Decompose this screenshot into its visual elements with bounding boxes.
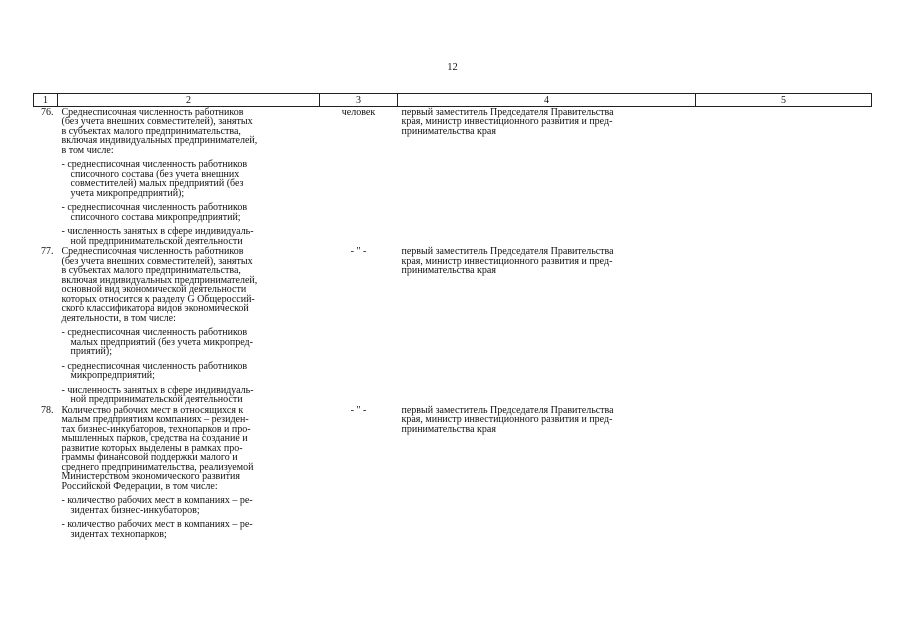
responsible-text-line: принимательства края (401, 265, 496, 276)
header-col-3: 3 (320, 94, 398, 107)
sub-indicator (62, 328, 316, 357)
note-cell (696, 247, 872, 405)
indicator-text-line: граммы финансовой поддержки малого и (61, 452, 238, 463)
row-number: 78. (41, 404, 54, 416)
sub-indicator-text-line: микропредприятий; (70, 370, 155, 381)
table-row (34, 247, 872, 405)
responsible-text-line: первый заместитель Председателя Правительства (401, 106, 614, 118)
indicator-text-line: ского классификатора видов экономической (61, 303, 249, 314)
sub-indicator-text-line: - количество рабочих мест в компаниях – ре- (61, 519, 253, 530)
row-number: 77. (41, 246, 54, 257)
table-header (34, 94, 872, 107)
sub-indicator (62, 227, 316, 246)
indicator-text-line: (без учета внешних совместителей), занятых (61, 255, 253, 267)
indicator-text-line: Министерством экономического развития (61, 471, 240, 482)
indicator-text-line: которых относится к разделу G Общероссий- (61, 293, 255, 305)
table-row (34, 108, 872, 247)
table-body (34, 107, 872, 540)
indicator-cell (58, 108, 320, 247)
responsible-cell (398, 247, 696, 405)
page-number: 12 (447, 62, 458, 73)
header-col-4: 4 (398, 94, 696, 107)
indicator-text-line: включая индивидуальных предпринимателей, (61, 274, 258, 286)
indicator-text-line: в том числе: (61, 144, 114, 156)
sub-indicator-text-line: - среднесписочная численность работников (61, 327, 248, 338)
sub-indicator-text-line: совместителей) малых предприятий (без (70, 178, 244, 189)
note-cell (696, 406, 872, 540)
unit-cell: - " - (350, 404, 367, 416)
sub-indicator-text-line: зидентах бизнес-инкубаторов; (70, 504, 200, 516)
sub-indicator (62, 160, 316, 198)
sub-indicator-text-line: ной предпринимательской деятельности (70, 394, 243, 405)
indicator-text-line: Среднесписочная численность работников (61, 106, 244, 118)
sub-indicator-text-line: учета микропредприятий); (70, 187, 185, 199)
responsible-text-line: принимательства края (401, 423, 496, 435)
indicator-text-line: мышленных парков, средства на создание и (61, 433, 248, 444)
responsible-text-line: принимательства края (401, 125, 496, 137)
sub-indicator-text-line: ной предпринимательской деятельности (70, 235, 243, 247)
sub-indicator (62, 386, 316, 405)
sub-indicator-text-line: приятий); (70, 346, 112, 357)
table-row (34, 406, 872, 540)
sub-indicator-text-line: списочного состава (без учета внешних (70, 168, 240, 180)
indicator-text-line: в субъектах малого предпринимательства, (61, 265, 241, 276)
sub-indicator (62, 520, 316, 539)
sub-indicator (62, 203, 316, 222)
indicator-text-line: Российской Федерации, в том числе: (61, 480, 218, 492)
responsible-text-line: края, министр инвестиционного развития и пред- (401, 255, 613, 267)
note-cell (696, 108, 872, 247)
indicator-text-line: развитие которых выделены в рамках про- (61, 442, 243, 454)
sub-indicator (62, 362, 316, 381)
indicator-text-line: Среднесписочная численность работников (61, 246, 244, 257)
row-number: 76. (41, 106, 54, 118)
indicator-text-line: (без учета внешних совместителей), занятых (61, 116, 253, 127)
indicator-text-line: тах бизнес-инкубаторов, технопарков и про- (61, 423, 251, 435)
table (33, 93, 872, 539)
responsible-text-line: края, министр инвестиционного развития и пред- (401, 116, 613, 127)
unit-cell: человек (341, 106, 376, 118)
unit-cell: - " - (350, 246, 367, 257)
indicator-cell (58, 406, 320, 540)
indicator-text-line: малым предприятиям компаниях – резиден- (61, 414, 249, 425)
indicator-text-line: включая индивидуальных предпринимателей, (61, 135, 258, 146)
indicator-text-line: основной вид экономической деятельности (61, 284, 247, 295)
header-col-5: 5 (696, 94, 872, 107)
responsible-cell (398, 108, 696, 247)
sub-indicator-text-line: зидентах технопарков; (70, 528, 167, 540)
sub-indicator-text-line: - среднесписочная численность работников (61, 360, 248, 372)
indicators-table (33, 93, 871, 539)
sub-indicator-text-line: - численность занятых в сфере индивидуаль- (61, 226, 254, 237)
sub-indicator-text-line: - среднесписочная численность работников (61, 159, 248, 170)
sub-indicator-text-line: малых предприятий (без учета микропред- (70, 336, 253, 348)
indicator-text-line: в субъектах малого предпринимательства, (61, 125, 241, 137)
responsible-text-line: края, министр инвестиционного развития и пред- (401, 414, 613, 425)
sub-indicator-text-line: - количество рабочих мест в компаниях – ре- (61, 495, 253, 506)
indicator-cell (58, 247, 320, 405)
responsible-text-line: первый заместитель Председателя Правительства (401, 246, 614, 257)
sub-indicator (62, 496, 316, 515)
indicator-text-line: деятельности, в том числе: (61, 312, 176, 324)
responsible-text-line: первый заместитель Председателя Правительства (401, 404, 614, 416)
sub-indicator-text-line: - численность занятых в сфере индивидуаль- (61, 384, 254, 396)
sub-indicator-text-line: - среднесписочная численность работников (61, 202, 248, 213)
header-col-2: 2 (58, 94, 320, 107)
sub-indicator-text-line: списочного состава микропредприятий; (70, 211, 241, 223)
indicator-text-line: Количество рабочих мест в относящихся к (61, 404, 244, 416)
header-col-1: 1 (34, 94, 58, 107)
responsible-cell (398, 406, 696, 540)
indicator-text-line: среднего предпринимательства, реализуемой (61, 461, 254, 473)
